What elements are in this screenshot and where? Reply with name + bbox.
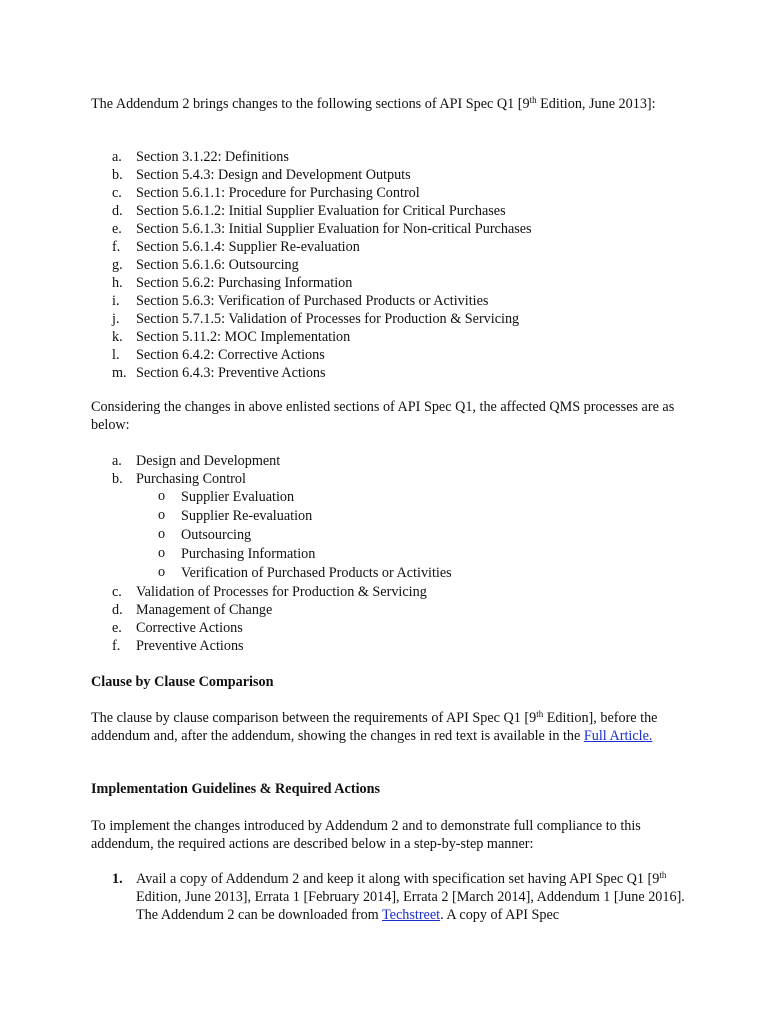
- clause-paragraph: The clause by clause comparison between the requirements of API Spec Q1 [9th Edition], before the addendum and, after the addendum, showing the changes in red text is available in the Full Article.: [91, 709, 658, 744]
- list-item-text: Outsourcing: [181, 527, 252, 543]
- steps-list: [91, 870, 686, 924]
- list-item-text: Management of Change: [136, 602, 273, 618]
- list-item-text: Validation of Processes for Production & Servicing: [136, 584, 427, 600]
- list-item-text: Section 6.4.2: Corrective Actions: [136, 347, 325, 363]
- list-item: [91, 452, 691, 470]
- purchasing-subprocess-list: [91, 488, 691, 583]
- list-item-text: Section 5.6.1.2: Initial Supplier Evaluation for Critical Purchases: [136, 203, 506, 219]
- list-item: [91, 274, 691, 292]
- list-item: [91, 346, 691, 364]
- list-item-text: Verification of Purchased Products or Activities: [181, 565, 452, 581]
- list-item: [91, 166, 691, 184]
- list-item: [91, 364, 691, 382]
- list-item-text: Section 5.6.3: Verification of Purchased Products or Activities: [136, 293, 489, 309]
- circle-bullet-icon: o: [158, 507, 166, 523]
- list-item: [91, 148, 691, 166]
- list-marker: k.: [112, 329, 123, 345]
- list-marker: a.: [112, 149, 122, 165]
- implementation-heading: Implementation Guidelines & Required Actions: [91, 781, 381, 797]
- list-item-text: Section 5.6.2: Purchasing Information: [136, 275, 353, 291]
- list-item: [91, 220, 691, 238]
- step-number: 1.: [112, 871, 123, 887]
- list-marker: l.: [112, 347, 120, 363]
- techstreet-link[interactable]: Techstreet: [382, 907, 441, 923]
- list-item: [91, 637, 691, 655]
- list-item-text: Supplier Evaluation: [181, 489, 295, 505]
- list-item: [91, 488, 691, 507]
- list-item-text: Design and Development: [136, 453, 281, 469]
- circle-bullet-icon: o: [158, 488, 166, 504]
- list-item-text: Purchasing Control: [136, 471, 246, 487]
- list-marker: d.: [112, 602, 123, 618]
- list-marker: c.: [112, 584, 122, 600]
- list-item: [91, 328, 691, 346]
- processes-bottom-list: [91, 583, 691, 655]
- list-item: [91, 292, 691, 310]
- list-item-text: Section 5.6.1.1: Procedure for Purchasing Control: [136, 185, 420, 201]
- list-item: [91, 619, 691, 637]
- list-marker: a.: [112, 453, 122, 469]
- list-item: [91, 601, 691, 619]
- list-item: [91, 526, 691, 545]
- list-item: [91, 184, 691, 202]
- intro-paragraph: The Addendum 2 brings changes to the following sections of API Spec Q1 [9th Edition, June 2013]:: [91, 95, 656, 112]
- list-item: [91, 202, 691, 220]
- list-item-text: Corrective Actions: [136, 620, 243, 636]
- list-marker: f.: [112, 638, 121, 654]
- list-item-text: Section 5.11.2: MOC Implementation: [136, 329, 351, 345]
- circle-bullet-icon: o: [158, 545, 166, 561]
- list-item: [91, 564, 691, 583]
- list-marker: c.: [112, 185, 122, 201]
- list-item-text: Section 5.6.1.3: Initial Supplier Evaluation for Non-critical Purchases: [136, 221, 532, 237]
- list-item: [91, 583, 691, 601]
- processes-top-list: [91, 452, 691, 488]
- list-marker: e.: [112, 620, 122, 636]
- list-item-text: Section 5.7.1.5: Validation of Processes for Production & Servicing: [136, 311, 520, 327]
- list-marker: f.: [112, 239, 121, 255]
- list-item-text: Supplier Re-evaluation: [181, 508, 313, 524]
- list-item-text: Section 5.6.1.6: Outsourcing: [136, 257, 299, 273]
- list-item: [91, 545, 691, 564]
- full-article-link[interactable]: Full Article.: [583, 728, 653, 744]
- list-marker: g.: [112, 257, 123, 273]
- list-item: 1. Avail a copy of Addendum 2 and keep it along with specification set having API Spec Q1 [9th Edition, June 2013], Errata 1 [February 2014], Errata 2 [March 2014], Addendum 1 [June 2016]. The Addendum 2 can be downloaded from Techstreet. A copy of API Spec: [112, 870, 685, 923]
- sections-list: [91, 148, 691, 382]
- list-marker: b.: [112, 471, 123, 487]
- processes-list: [91, 452, 691, 655]
- list-item-text: Section 6.4.3: Preventive Actions: [136, 365, 326, 381]
- clause-heading: Clause by Clause Comparison: [91, 674, 274, 690]
- considering-paragraph: Considering the changes in above enlisted sections of API Spec Q1, the affected QMS processes are as below:: [91, 399, 675, 433]
- list-item: [91, 507, 691, 526]
- list-item: [91, 310, 691, 328]
- list-marker: d.: [112, 203, 123, 219]
- list-marker: e.: [112, 221, 122, 237]
- list-marker: j.: [112, 311, 120, 327]
- list-item: [91, 238, 691, 256]
- list-marker: m.: [112, 365, 127, 381]
- list-item-text: Preventive Actions: [136, 638, 244, 654]
- list-marker: h.: [112, 275, 123, 291]
- list-item-text: Section 5.4.3: Design and Development Outputs: [136, 167, 411, 183]
- circle-bullet-icon: o: [158, 526, 166, 542]
- list-item: [91, 470, 691, 488]
- implementation-paragraph: To implement the changes introduced by Addendum 2 and to demonstrate full compliance to this addendum, the required actions are described below in a step-by-step manner:: [91, 818, 641, 852]
- list-item: [91, 256, 691, 274]
- list-item-text: Section 5.6.1.4: Supplier Re-evaluation: [136, 239, 360, 255]
- circle-bullet-icon: o: [158, 564, 166, 580]
- list-marker: b.: [112, 167, 123, 183]
- list-marker: i.: [112, 293, 120, 309]
- list-item-text: Purchasing Information: [181, 546, 316, 562]
- list-item-text: Section 3.1.22: Definitions: [136, 149, 289, 165]
